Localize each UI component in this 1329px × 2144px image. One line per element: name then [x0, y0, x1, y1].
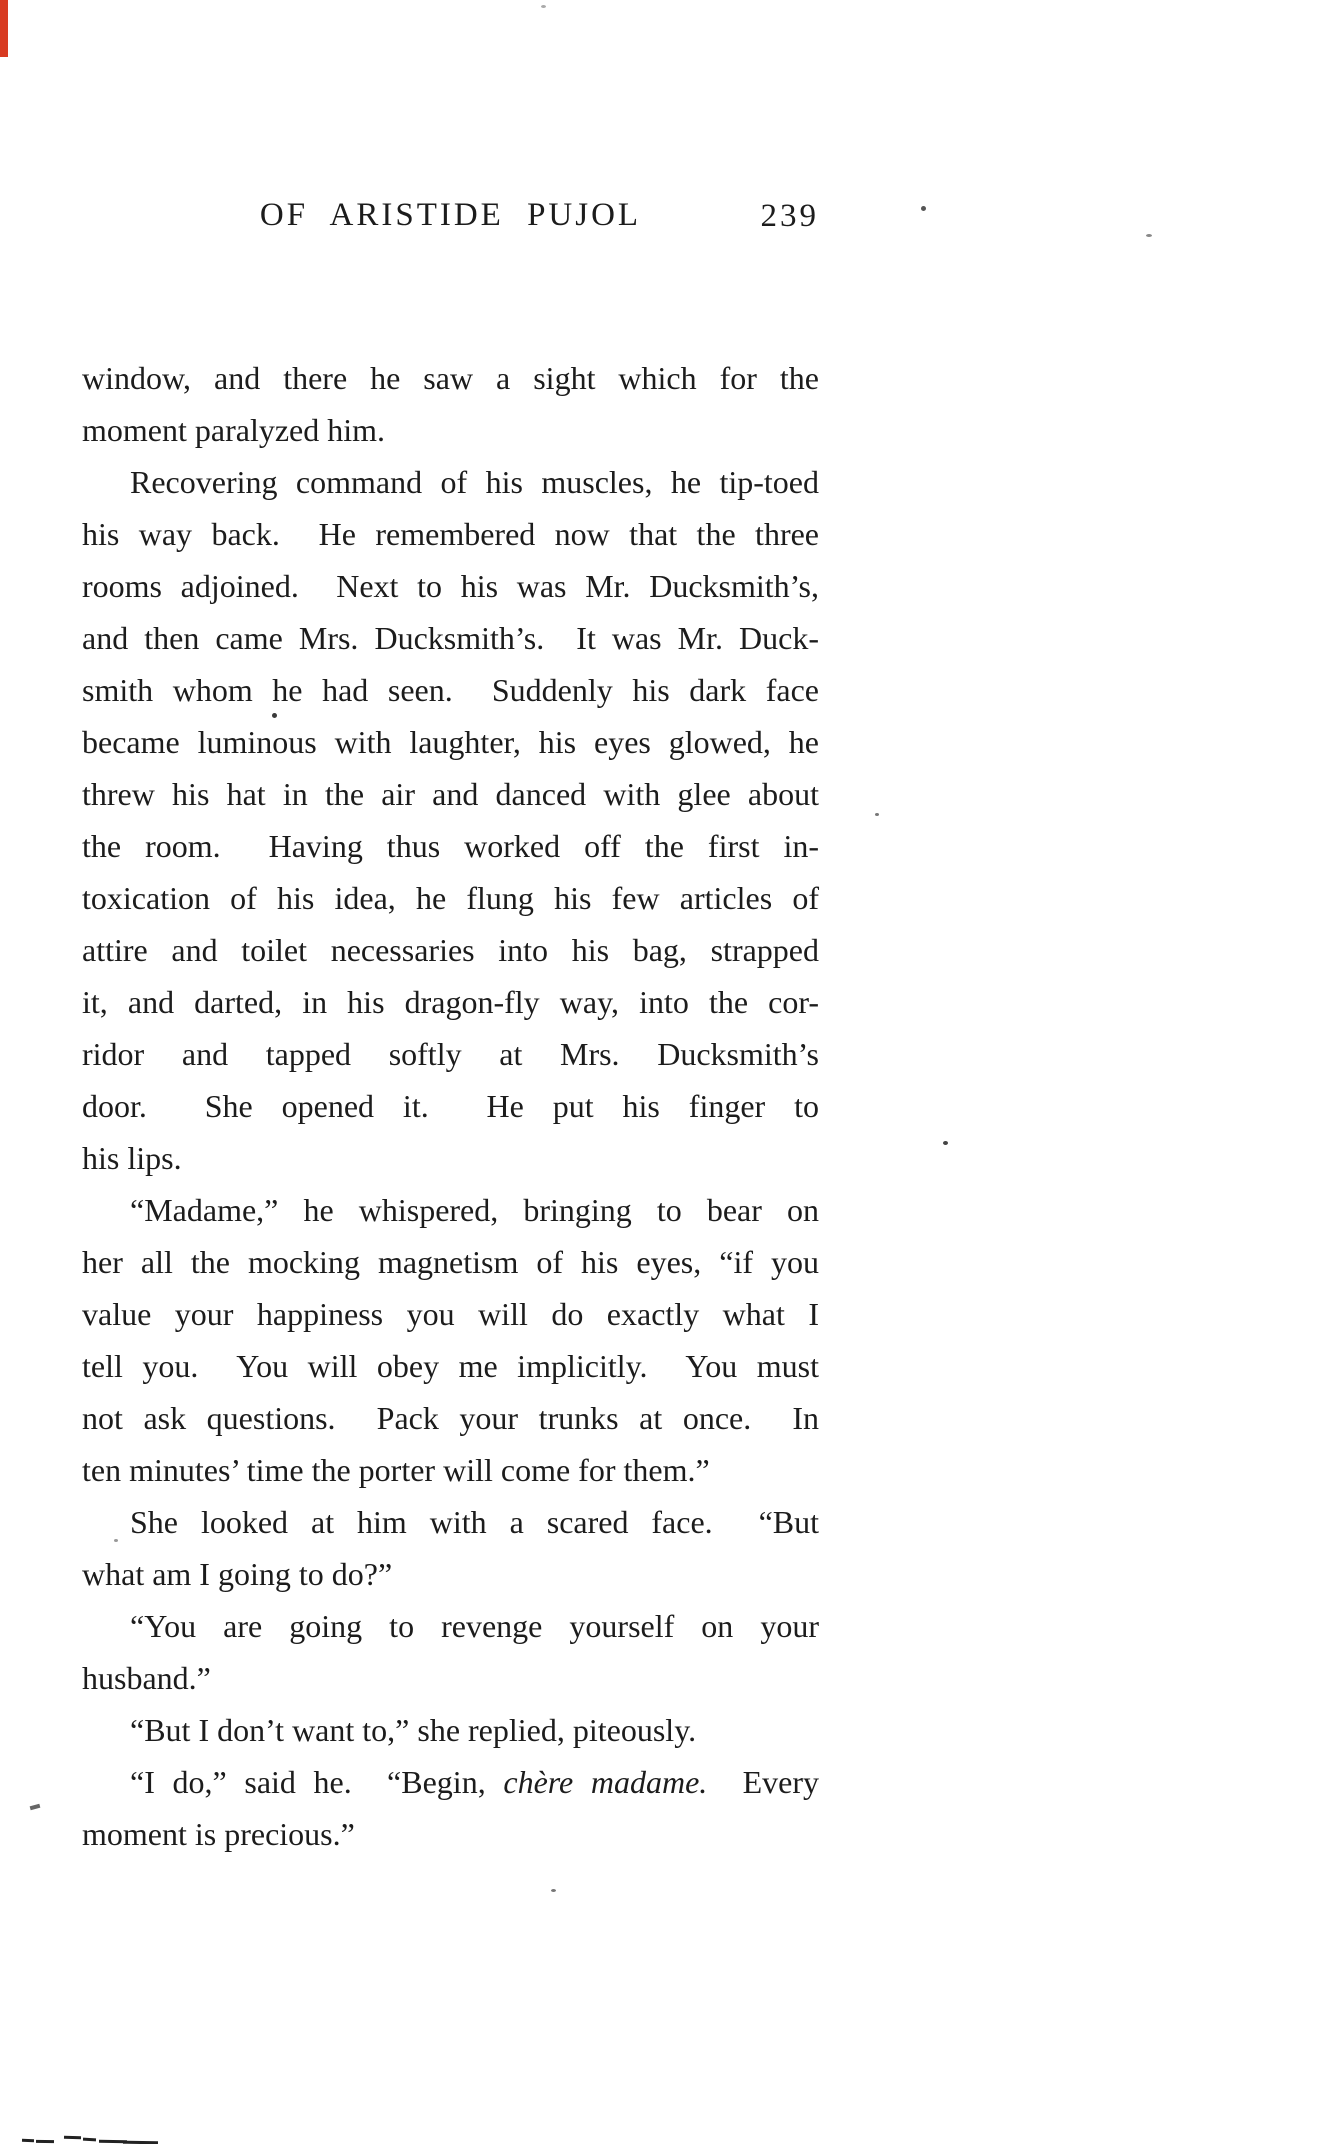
scan-dash: [36, 2140, 54, 2143]
text-segment: the room. Having thus worked off the first in-: [82, 828, 819, 864]
scan-speck: [551, 1889, 556, 1892]
text-line: [82, 664, 819, 716]
text-line: [82, 768, 819, 820]
text-block: [82, 352, 819, 1860]
text-segment: Every: [707, 1764, 820, 1800]
scan-speck: [541, 5, 546, 8]
italic-text-segment: chère madame.: [503, 1764, 708, 1800]
text-line: [82, 1132, 819, 1184]
text-segment: his lips.: [82, 1140, 182, 1176]
text-line: [82, 352, 819, 404]
text-line: [82, 612, 819, 664]
text-segment: moment paralyzed him.: [82, 412, 386, 448]
text-segment: it, and darted, in his dragon-fly way, into the cor-: [82, 984, 819, 1020]
text-segment: became luminous with laughter, his eyes glowed, he: [82, 724, 819, 760]
scan-mark: [30, 1804, 41, 1810]
scan-dash: [64, 2136, 81, 2140]
text-line: [82, 404, 819, 456]
scan-speck: [875, 813, 879, 816]
text-line: [82, 976, 819, 1028]
text-segment: toxication of his idea, he flung his few articles of: [82, 880, 819, 916]
text-segment: “You are going to revenge yourself on your: [130, 1608, 819, 1644]
text-segment: his way back. He remembered now that the three: [82, 516, 819, 552]
text-line: [82, 508, 819, 560]
text-line: [82, 1028, 819, 1080]
text-line: [82, 1080, 819, 1132]
scan-dash: [83, 2138, 96, 2142]
text-line: [82, 1808, 819, 1860]
text-line: [82, 872, 819, 924]
text-segment: what am I going to do?”: [82, 1556, 393, 1592]
text-segment: and then came Mrs. Ducksmith’s. It was Mr. Duck-: [82, 620, 819, 656]
text-line: [82, 560, 819, 612]
page-number: 239: [760, 198, 819, 234]
text-line: [82, 924, 819, 976]
text-segment: husband.”: [82, 1660, 211, 1696]
text-segment: value your happiness you will do exactly what I: [82, 1296, 819, 1332]
text-segment: door. She opened it. He put his finger to: [82, 1088, 819, 1124]
text-segment: ridor and tapped softly at Mrs. Ducksmith’s: [82, 1036, 819, 1072]
text-line: [82, 1704, 819, 1756]
text-line: [82, 1756, 819, 1808]
page-header: [82, 197, 819, 247]
text-segment: smith whom he had seen. Suddenly his dark face: [82, 672, 819, 708]
scan-dash: [22, 2139, 34, 2142]
scan-speck: [943, 1141, 948, 1145]
text-segment: attire and toilet necessaries into his bag, strapped: [82, 932, 819, 968]
running-header-title: OF ARISTIDE PUJOL: [259, 197, 642, 233]
scan-speck: [114, 1539, 118, 1542]
text-line: [82, 1548, 819, 1600]
text-line: [82, 716, 819, 768]
text-segment: ten minutes’ time the porter will come for them.”: [82, 1452, 710, 1488]
scan-speck: [272, 713, 277, 718]
text-line: [82, 1444, 819, 1496]
text-segment: window, and there he saw a sight which for the: [82, 360, 819, 396]
text-line: [82, 1288, 819, 1340]
text-line: [82, 1392, 819, 1444]
text-line: [82, 1184, 819, 1236]
text-line: [82, 456, 819, 508]
text-segment: “I do,” said he. “Begin,: [130, 1764, 504, 1800]
text-line: [82, 1236, 819, 1288]
text-line: [82, 1496, 819, 1548]
text-line: [82, 1340, 819, 1392]
red-edge-mark: [0, 0, 8, 57]
text-line: [82, 1652, 819, 1704]
text-segment: her all the mocking magnetism of his eyes, “if you: [82, 1244, 819, 1280]
text-segment: threw his hat in the air and danced with glee about: [82, 776, 819, 812]
text-segment: “Madame,” he whispered, bringing to bear on: [130, 1192, 819, 1228]
text-segment: rooms adjoined. Next to his was Mr. Ducksmith’s,: [82, 568, 819, 604]
text-segment: not ask questions. Pack your trunks at once. In: [82, 1400, 819, 1436]
text-line: [82, 820, 819, 872]
text-line: [82, 1600, 819, 1652]
text-segment: She looked at him with a scared face. “But: [130, 1504, 819, 1540]
text-segment: tell you. You will obey me implicitly. You must: [82, 1348, 819, 1384]
text-segment: “But I don’t want to,” she replied, piteously.: [130, 1712, 697, 1748]
scan-speck: [1146, 234, 1152, 237]
text-segment: moment is precious.”: [82, 1816, 355, 1852]
text-segment: Recovering command of his muscles, he tip-toed: [130, 464, 819, 500]
scan-speck: [921, 206, 926, 211]
